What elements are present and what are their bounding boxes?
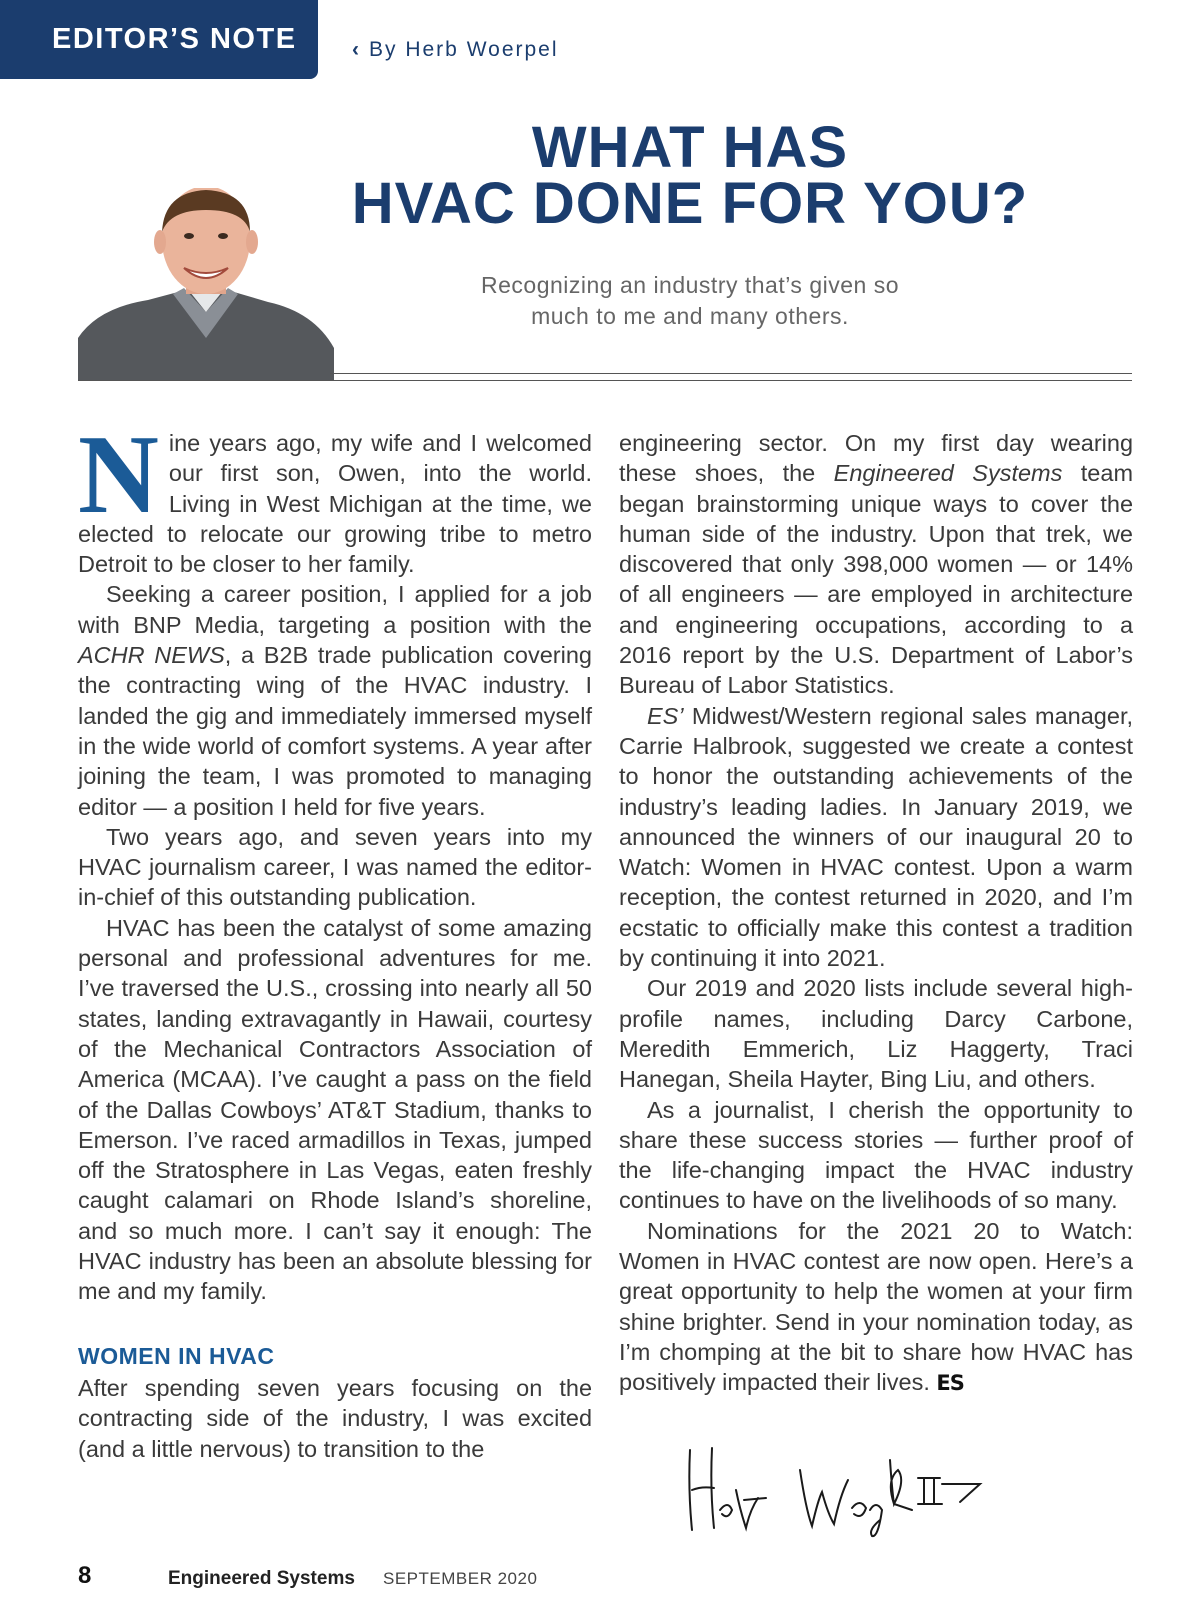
end-mark: ES — [936, 1371, 964, 1396]
magazine-name: Engineered Systems — [168, 1568, 355, 1589]
headline-line-2: HVAC DONE FOR YOU? — [351, 171, 1029, 236]
subheadline — [430, 270, 950, 332]
paragraph-9: Nominations for the 2021 20 to Watch: Women in HVAC contest are now open. Here’s a great opportunity to help the women at your firm shine brighter. Send in your nomination today, as I’m chomping at the bit to share how HVAC has positively impacted their lives. ES — [619, 1217, 1133, 1396]
drop-cap: N — [78, 413, 159, 537]
chevron-left-icon: ‹ — [352, 38, 361, 61]
page-number: 8 — [78, 1562, 92, 1589]
subheadline-line-1: Recognizing an industry that’s given so — [481, 272, 899, 298]
paragraph-5: After spending seven years focusing on the contracting side of the industry, I was excited (and a little nervous) to transition to the — [78, 1374, 593, 1462]
paragraph-1: Nine years ago, my wife and I welcomed our first son, Owen, into the world. Living in West Michigan at the time, we elected to relocate our growing tribe to metro Detroit to be closer to her family. — [78, 413, 592, 578]
article-column-left — [78, 413, 593, 1464]
headline — [310, 115, 1070, 236]
author-photo — [78, 188, 334, 380]
header-rule-bottom — [78, 380, 1132, 381]
paragraph-8: As a journalist, I cherish the opportunity to share these success stories — further proof of the life-changing impact the HVAC industry continues to have on the livelihoods of so many. — [619, 1096, 1133, 1214]
paragraph-3: Two years ago, and seven years into my HVAC journalism career, I was named the editor-in-chief of this outstanding publication. — [78, 823, 592, 911]
signature — [680, 1440, 1010, 1540]
paragraph-6: ES’ Midwest/Western regional sales manager, Carrie Halbrook, suggested we create a contest to honor the outstanding achievements of the industry’s leading ladies. In January 2019, we announced the winners of our inaugural 20 to Watch: Women in HVAC contest. Upon a warm reception, the contest returned in 2020, and I’m ecstatic to officially make this contest a tradition by continuing it into 2021. — [619, 702, 1133, 972]
section-tab-label: EDITOR’S NOTE — [52, 23, 297, 55]
paragraph-5-continued: engineering sector. On my first day wearing these shoes, the Engineered Systems team began brainstorming unique ways to cover the human side of the industry. Upon that trek, we discovered that only 398,000 women — or 14% of all engineers — are employed in architecture and engineering occupations, according to a 2016 report by the U.S. Department of Labor’s Bureau of Labor Statistics. — [619, 430, 1134, 699]
byline-text: By Herb Woerpel — [369, 38, 559, 61]
section-subheading: WOMEN IN HVAC — [78, 1342, 275, 1369]
header-rule-top — [330, 373, 1132, 374]
issue-date: SEPTEMBER 2020 — [383, 1569, 538, 1588]
paragraph-7: Our 2019 and 2020 lists include several high-profile names, including Darcy Carbone, Meredith Emmerich, Liz Haggerty, Traci Hanegan, Sheila Hayter, Bing Liu, and others. — [619, 975, 1133, 1093]
paragraph-4: HVAC has been the catalyst of some amazing personal and professional adventures for me. I’ve traversed the U.S., crossing into nearly all 50 states, landing extravagantly in Hawaii, courtesy of the Mechanical Contractors Association of America (MCAA). I’ve caught a pass on the field of the Dallas Cowboys’ AT&T Stadium, thanks to Emerson. I’ve raced armadillos in Texas, jumped off the Stratosphere in Las Vegas, eaten freshly caught calamari on Rhode Island’s shoreline, and so much more. I can’t say it enough: The HVAC industry has been an absolute blessing for me and my family. — [78, 914, 592, 1305]
section-tab — [0, 0, 318, 79]
article-column-right — [619, 428, 1133, 1399]
byline — [352, 38, 559, 62]
headline-line-1: WHAT HAS — [531, 115, 849, 180]
subheadline-line-2: much to me and many others. — [531, 303, 849, 329]
paragraph-2: Seeking a career position, I applied for a job with BNP Media, targeting a position with the ACHR NEWS, a B2B trade publication covering the contracting wing of the HVAC industry. I landed the gig and immediately immersed myself in the wide world of comfort systems. A year after joining the team, I was promoted to managing editor — a position I held for five years. — [78, 581, 592, 820]
